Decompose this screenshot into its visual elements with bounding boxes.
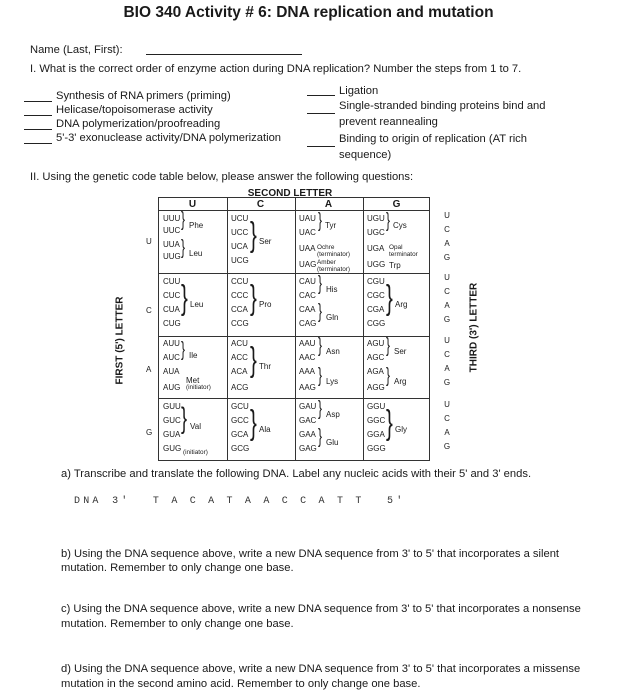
answer-blank[interactable] (307, 104, 335, 114)
brace: } (318, 365, 323, 387)
codon: CGC (367, 291, 385, 300)
third-letters-c-row (440, 273, 454, 324)
third-letter: G (443, 442, 451, 451)
answer-blank[interactable] (24, 92, 52, 102)
codon-block-gc (231, 402, 249, 453)
codon: AUG (163, 383, 181, 392)
brace: } (318, 335, 323, 357)
codon: UGA (367, 244, 385, 253)
answer-blank[interactable] (24, 106, 52, 116)
row-divider (159, 273, 429, 274)
amino-acid: Arg (395, 300, 408, 309)
part-d-prompt-line1: d) Using the DNA sequence above, write a new DNA sequence from 3' to 5' that incorporates a missense (61, 663, 581, 675)
codon: GCU (231, 402, 249, 411)
step-item: Helicase/topoisomerase activity (56, 104, 213, 116)
part-b-prompt-line1: b) Using the DNA sequence above, write a new DNA sequence from 3' to 5' that incorporates a silent (61, 548, 560, 560)
brace: } (250, 279, 257, 317)
codon: UGU (367, 214, 385, 223)
amino-acid: Thr (259, 362, 271, 371)
second-letter-a: A (324, 199, 333, 210)
codon: UAC (299, 228, 316, 237)
codon: CCG (231, 319, 249, 328)
amino-acid: Amber (317, 259, 336, 266)
answer-blank[interactable] (307, 86, 335, 96)
part-b-prompt-line2: mutation. Remember to only change one base. (61, 562, 294, 574)
brace: } (386, 365, 391, 387)
codon: AUC (163, 353, 180, 362)
step-item: Single-stranded binding proteins bind and (339, 100, 546, 112)
step-item: 5'-3' exonuclease activity/DNA polymerization (56, 132, 282, 144)
codon: CUU (163, 277, 181, 286)
codon: AGC (367, 353, 385, 362)
third-letters-u-row (440, 211, 454, 262)
brace: } (181, 402, 188, 435)
codon: ACU (231, 339, 248, 348)
page-title: BIO 340 Activity # 6: DNA replication and mutation (123, 4, 494, 21)
third-letter-label: THIRD (3') LETTER (468, 282, 480, 373)
amino-acid: Lys (326, 377, 339, 386)
amino-acid: Arg (394, 377, 407, 386)
row-divider (159, 398, 429, 399)
third-letter: G (443, 315, 451, 324)
codon: UUC (163, 226, 181, 235)
codon: CAA (299, 305, 316, 314)
codon: ACA (231, 367, 248, 376)
codon: AUA (163, 367, 180, 376)
q1-prompt: I. What is the correct order of enzyme action during DNA replication? Number the steps from 1 to 7. (30, 63, 522, 75)
codon: CGA (367, 305, 385, 314)
brace: } (181, 339, 186, 361)
answer-blank[interactable] (24, 134, 52, 144)
amino-acid: Ser (394, 347, 407, 356)
third-letter: U (444, 336, 450, 345)
second-letter-c: C (256, 199, 265, 210)
codon: CUA (163, 305, 180, 314)
codon: GCA (231, 430, 249, 439)
amino-acid: Ser (259, 237, 272, 246)
codon: UAU (299, 214, 316, 223)
dna-sequence-row (74, 490, 405, 508)
third-letter: C (444, 287, 450, 296)
codon: ACG (231, 383, 249, 392)
amino-acid: Gln (326, 313, 339, 322)
codon: UCC (231, 228, 249, 237)
first-letter-g: G (146, 428, 153, 437)
codon: UCA (231, 242, 248, 251)
column-divider (295, 198, 296, 460)
brace: } (318, 301, 323, 323)
codon: CCA (231, 305, 248, 314)
codon: AGG (367, 383, 385, 392)
amino-acid-note: terminator (389, 251, 418, 258)
third-letter: U (444, 273, 450, 282)
part-d-prompt-line2: mutation in the second amino acid. Remember to only change one base. (61, 678, 421, 690)
amino-acid: Leu (190, 300, 204, 309)
codon: CAG (299, 319, 317, 328)
codon: GAC (299, 416, 317, 425)
codon: GCC (231, 416, 249, 425)
codon-block-gg (367, 402, 386, 453)
dna-sequence: T A C A T A A C C A T T (152, 496, 365, 507)
amino-acid: His (326, 285, 338, 294)
codon: AGA (367, 367, 384, 376)
dna-label: DNA (74, 496, 102, 507)
codon: GCG (231, 444, 250, 453)
codon: GGU (367, 402, 386, 411)
codon-block-au (163, 339, 180, 392)
third-letter: G (443, 378, 451, 387)
amino-acid: Met (186, 376, 200, 385)
codon: GAA (299, 430, 316, 439)
brace: } (181, 279, 188, 317)
third-letter: U (444, 400, 450, 409)
amino-acid: Ala (259, 425, 271, 434)
third-letter: C (444, 350, 450, 359)
amino-acid-note: (initiator) (183, 449, 208, 456)
brace: } (250, 216, 257, 254)
second-letter-g: G (392, 199, 401, 210)
second-letter-heading: SECOND LETTER (247, 188, 333, 199)
codon: UAG (299, 260, 317, 269)
amino-acid-note: (terminator) (317, 251, 351, 258)
step-item: Binding to origin of replication (AT rich (339, 133, 528, 145)
first-letter-a: A (146, 365, 152, 374)
codon: CUG (163, 319, 181, 328)
amino-acid: Pro (259, 300, 272, 309)
name-field[interactable] (146, 44, 302, 55)
codon-block-gu (163, 402, 181, 453)
part-c-prompt-line2: mutation. Remember to only change one base. (61, 618, 294, 630)
step-item: Ligation (339, 85, 379, 97)
brace: } (318, 398, 323, 420)
codon: AGU (367, 339, 385, 348)
codon-block-aa (299, 339, 316, 392)
amino-acid: Cys (393, 221, 407, 230)
third-letters-g-row (440, 400, 454, 451)
codon: CAU (299, 277, 316, 286)
amino-acid: Asn (326, 347, 340, 356)
amino-acid: Leu (189, 249, 203, 258)
third-letter: C (444, 414, 450, 423)
codon: CCU (231, 277, 249, 286)
amino-acid: Gly (395, 425, 407, 434)
codon: GUA (163, 430, 181, 439)
amino-acid: Opal (389, 244, 403, 251)
codon: AUU (163, 339, 180, 348)
codon: CAC (299, 291, 316, 300)
codon: UCU (231, 214, 249, 223)
codon: UUG (163, 252, 181, 261)
dna-5prime: 5' (387, 496, 406, 507)
codon: GGG (367, 444, 386, 453)
second-letter-u: U (188, 199, 197, 210)
third-letter: U (444, 211, 450, 220)
third-letter: A (444, 301, 450, 310)
amino-acid: Tyr (325, 221, 337, 230)
third-letter: G (443, 253, 451, 262)
amino-acid: Ile (189, 351, 198, 360)
amino-acid-note: (terminator) (317, 266, 351, 273)
brace: } (318, 426, 323, 448)
first-letter-u: U (146, 237, 152, 246)
codon-block-ag (367, 339, 385, 392)
codon: AAG (299, 383, 316, 392)
brace: } (386, 210, 391, 232)
codon: AAC (299, 353, 316, 362)
codon: UGC (367, 228, 385, 237)
codon: GAU (299, 402, 317, 411)
codon: CGU (367, 277, 385, 286)
genetic-code-table (158, 197, 430, 461)
codon: UGG (367, 260, 386, 269)
codon-block-ca (299, 277, 316, 328)
codon: AAU (299, 339, 316, 348)
dna-3prime: 3' (112, 496, 131, 507)
column-divider (227, 198, 228, 460)
q2-prompt: II. Using the genetic code table below, please answer the following questions: (30, 171, 414, 183)
third-letter: A (444, 428, 450, 437)
brace: } (250, 404, 257, 442)
codon: GGA (367, 430, 385, 439)
codon-block-uu (163, 214, 181, 261)
codon: ACC (231, 353, 248, 362)
step-item: Synthesis of RNA primers (priming) (56, 90, 231, 102)
codon-block-cu (163, 277, 181, 328)
first-letter-c: C (146, 306, 152, 315)
brace: } (250, 341, 257, 379)
step-item: DNA polymerization/proofreading (56, 118, 221, 130)
brace: } (318, 273, 323, 295)
codon-block-cc (231, 277, 249, 328)
brace: } (386, 404, 393, 442)
brace: } (386, 279, 393, 317)
amino-acid: Val (190, 422, 201, 431)
brace: } (181, 209, 186, 231)
codon: GAG (299, 444, 317, 453)
codon-block-cg (367, 277, 385, 328)
step-item: sequence) (339, 149, 392, 161)
codon: UUA (163, 240, 180, 249)
brace: } (386, 335, 391, 357)
codon-block-uc (231, 214, 249, 265)
amino-acid: Phe (189, 221, 204, 230)
amino-acid: Glu (326, 438, 339, 447)
part-a-prompt: a) Transcribe and translate the following DNA. Label any nucleic acids with their 5' and 3' ends. (61, 468, 532, 480)
amino-acid: Ochre (317, 244, 335, 251)
codon-block-ua (299, 214, 316, 269)
codon-block-ac (231, 339, 248, 392)
codon: UUU (163, 214, 181, 223)
codon: AAA (299, 367, 316, 376)
answer-blank[interactable] (307, 137, 335, 147)
first-letter-label: FIRST (5') LETTER (114, 296, 126, 385)
codon: GUC (163, 416, 181, 425)
step-item: prevent reannealing (339, 116, 438, 128)
codon: GGC (367, 416, 386, 425)
third-letter: C (444, 225, 450, 234)
amino-acid: Trp (389, 261, 401, 270)
codon: GUG (163, 444, 182, 453)
codon: UAA (299, 244, 316, 253)
brace: } (318, 210, 323, 232)
amino-acid: Asp (326, 410, 340, 419)
name-label: Name (Last, First): (30, 44, 123, 56)
codon-block-ga (299, 402, 317, 453)
codon: CGG (367, 319, 386, 328)
column-divider (363, 198, 364, 460)
codon: CCC (231, 291, 249, 300)
brace: } (181, 237, 186, 259)
answer-blank[interactable] (24, 120, 52, 130)
codon: UCG (231, 256, 249, 265)
third-letter: A (444, 239, 450, 248)
third-letter: A (444, 364, 450, 373)
codon: CUC (163, 291, 181, 300)
third-letters-a-row (440, 336, 454, 387)
part-c-prompt-line1: c) Using the DNA sequence above, write a new DNA sequence from 3' to 5' that incorporates a nonsense (61, 603, 581, 615)
amino-acid-note: (initiator) (186, 384, 211, 391)
codon-block-ug (367, 214, 385, 269)
codon: GUU (163, 402, 181, 411)
